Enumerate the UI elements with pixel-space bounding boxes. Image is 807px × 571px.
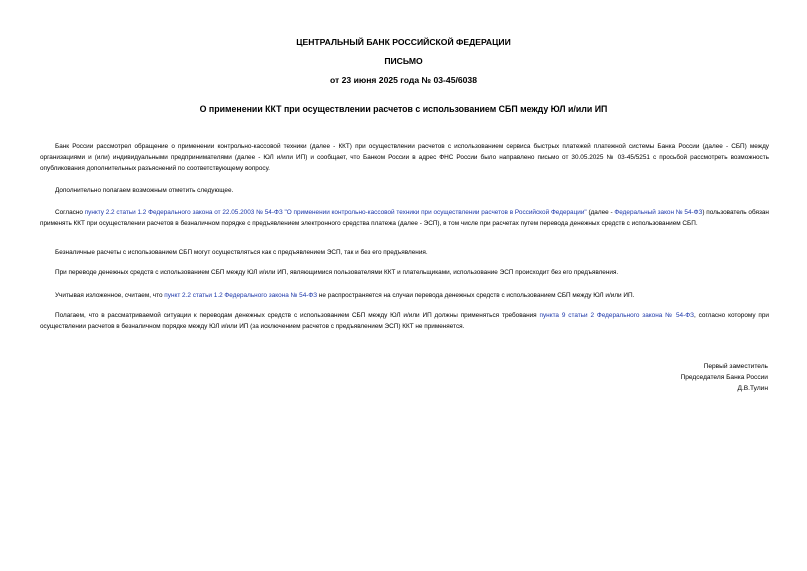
paragraph-3 bbox=[40, 207, 769, 229]
paragraph-3-lead: Согласно bbox=[55, 209, 85, 216]
document-title: О применении ККТ при осуществлении расчетов с использованием СБП между ЮЛ и/или ИП bbox=[199, 104, 608, 114]
paragraph-6-text bbox=[40, 290, 769, 301]
paragraph-4-text: Безналичные расчеты с использованием СБП могут осуществляться как с предъявлением ЭСП, так и без его предъявления. bbox=[55, 249, 428, 256]
law-54fz-article-2-clause-9-link[interactable]: пункта 9 статьи 2 Федерального закона № 54-ФЗ bbox=[539, 312, 694, 319]
document-type: ПИСЬМО bbox=[384, 56, 423, 66]
paragraph-3-text bbox=[40, 207, 769, 229]
signatory-position-line-2: Председателя Банка России bbox=[680, 374, 768, 382]
paragraph-6-tail: не распространяется на случаи перевода денежных средств с использованием СБП между ЮЛ и/или ИП. bbox=[317, 292, 635, 299]
paragraph-1-text: Банк России рассмотрел обращение о применении контрольно-кассовой техники (далее - ККТ) при осуществлении расчетов с использованием сервиса быстрых платежей платежной системы Банка России (далее - СБП) между организациями и (или) индивидуальными предпринимателями (далее - ЮЛ и/или ИП) и сообщает, что Банком России в адрес ФНС России было направлено письмо от 30.05.2025 № 03-45/5251 с просьбой рассмотреть возможность опубликования дополнительных разъяснений по соответствующему вопросу. bbox=[40, 143, 769, 173]
paragraph-5 bbox=[40, 267, 769, 278]
law-54fz-clause-2-2-link[interactable]: пункт 2.2 статьи 1.2 Федерального закона № 54-ФЗ bbox=[164, 292, 318, 299]
signatory-position-line-1: Первый заместитель bbox=[703, 363, 768, 370]
paragraph-7 bbox=[40, 310, 769, 332]
document-date-number: от 23 июня 2025 года № 03-45/6038 bbox=[330, 75, 477, 85]
law-54fz-article-1-2-link[interactable]: пункту 2.2 статьи 1.2 Федерального закона от 22.05.2003 № 54-ФЗ "О применении контрольно-кассовой техники при осуществлении расчетов в Российской Федерации" bbox=[84, 209, 587, 216]
paragraph-3-tail: ) пользователь обязан применять ККТ при осуществлении расчетов в безналичном порядке с предъявлением электронного средства платежа (далее - ЭСП), в том числе при расчетах путем перевода денежных средств с использованием СБП. bbox=[40, 209, 769, 228]
paragraph-7-tail: , согласно которому при осуществлении расчетов в безналичном порядке между ЮЛ и/или ИП (за исключением расчетов с предъявлением ЭСП) ККТ не применяется. bbox=[40, 312, 769, 331]
paragraph-7-lead: Полагаем, что в рассматриваемой ситуации к переводам денежных средств с использованием СБП между ЮЛ и/или ИП должны применяться требования bbox=[55, 312, 540, 319]
paragraph-2 bbox=[40, 185, 769, 196]
paragraph-1 bbox=[40, 141, 769, 175]
paragraph-5-text: При переводе денежных средств с использованием СБП между ЮЛ и/или ИП, являющимися пользователями ККТ и плательщиками, использование ЭСП происходит без его предъявления. bbox=[55, 269, 619, 276]
paragraph-3-mid: (далее - bbox=[586, 209, 615, 216]
signatory-name: Д.В.Тулин bbox=[737, 385, 768, 393]
law-54fz-link[interactable]: Федеральный закон № 54-ФЗ bbox=[614, 209, 703, 216]
paragraph-2-text: Дополнительно полагаем возможным отметить следующее. bbox=[55, 187, 234, 194]
paragraph-6 bbox=[40, 290, 769, 301]
paragraph-7-text bbox=[40, 310, 769, 332]
issuer-heading: ЦЕНТРАЛЬНЫЙ БАНК РОССИЙСКОЙ ФЕДЕРАЦИИ bbox=[296, 37, 511, 47]
paragraph-6-lead: Учитывая изложенное, считаем, что bbox=[55, 292, 165, 299]
signature-block bbox=[680, 361, 768, 395]
paragraph-4 bbox=[40, 247, 769, 258]
